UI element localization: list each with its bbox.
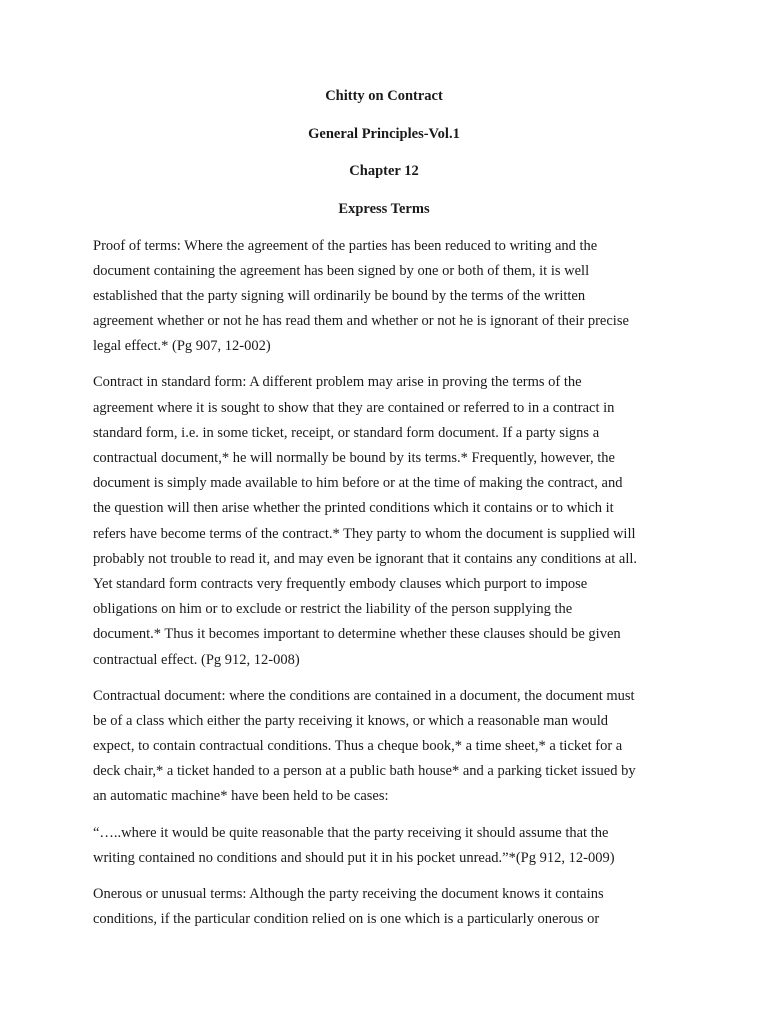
- text-line: expect, to contain contractual conditions. Thus a cheque book,* a time sheet,* a ticket for a: [93, 738, 623, 755]
- document-headings: [0, 86, 768, 236]
- text-line: Contract in standard form: A different problem may arise in proving the terms of the: [93, 374, 582, 391]
- text-line: standard form, i.e. in some ticket, receipt, or standard form document. If a party signs a: [93, 424, 600, 441]
- text-line: document.* Thus it becomes important to determine whether these clauses should be given: [93, 626, 621, 643]
- text-line: Contractual document: where the conditions are contained in a document, the document must: [93, 687, 635, 704]
- text-line: an automatic machine* have been held to be cases:: [93, 788, 389, 805]
- paragraph-proof-of-terms: [93, 234, 683, 360]
- text-line: Proof of terms: Where the agreement of the parties has been reduced to writing and the: [93, 237, 598, 254]
- document-title: Chitty on Contract: [325, 88, 443, 104]
- text-line: obligations on him or to exclude or restrict the liability of the person supplying the: [93, 601, 573, 618]
- paragraph-quotation: [93, 821, 683, 871]
- document-body: [93, 234, 683, 944]
- text-line: established that the party signing will ordinarily be bound by the terms of the written: [93, 287, 586, 304]
- paragraph-contractual-document: [93, 684, 683, 810]
- volume-heading: General Principles-Vol.1: [308, 125, 460, 142]
- paragraph-standard-form: [93, 370, 683, 672]
- text-line: contractual document,* he will normally be bound by its terms.* Frequently, however, the: [93, 450, 615, 466]
- text-line: document is simply made available to him before or at the time of making the contract, and: [93, 475, 623, 492]
- chapter-heading: Chapter 12: [349, 163, 419, 179]
- text-line: be of a class which either the party receiving it knows, or which a reasonable man would: [93, 712, 608, 729]
- text-line: contractual effect. (Pg 912, 12-008): [93, 651, 300, 668]
- text-line: document containing the agreement has been signed by one or both of them, it is well: [93, 262, 590, 279]
- text-line: the question will then arise whether the printed conditions which it contains or to which it: [93, 500, 614, 517]
- text-line: agreement where it is sought to show that they are contained or referred to in a contract in: [93, 399, 615, 416]
- text-line: probably not trouble to read it, and may even be ignorant that it contains any conditions at all.: [93, 550, 638, 567]
- text-line: refers have become terms of the contract.* They party to whom the document is supplied will: [93, 525, 636, 542]
- text-line: Onerous or unusual terms: Although the party receiving the document knows it contains: [93, 886, 604, 902]
- text-line: legal effect.* (Pg 907, 12-002): [93, 338, 271, 355]
- paragraph-onerous-terms: [93, 882, 683, 932]
- text-line: conditions, if the particular condition relied on is one which is a particularly onerous or: [93, 911, 600, 928]
- section-heading: Express Terms: [338, 200, 430, 217]
- text-line: deck chair,* a ticket handed to a person at a public bath house* and a parking ticket issued by: [93, 763, 636, 780]
- text-line: “…..where it would be quite reasonable that the party receiving it should assume that the: [93, 824, 609, 841]
- text-line: Yet standard form contracts very frequently embody clauses which purport to impose: [93, 575, 588, 592]
- text-line: writing contained no conditions and should put it in his pocket unread.”*(Pg 912, 12-009): [93, 849, 615, 866]
- text-line: agreement whether or not he has read them and whether or not he is ignorant of their precise: [93, 313, 629, 330]
